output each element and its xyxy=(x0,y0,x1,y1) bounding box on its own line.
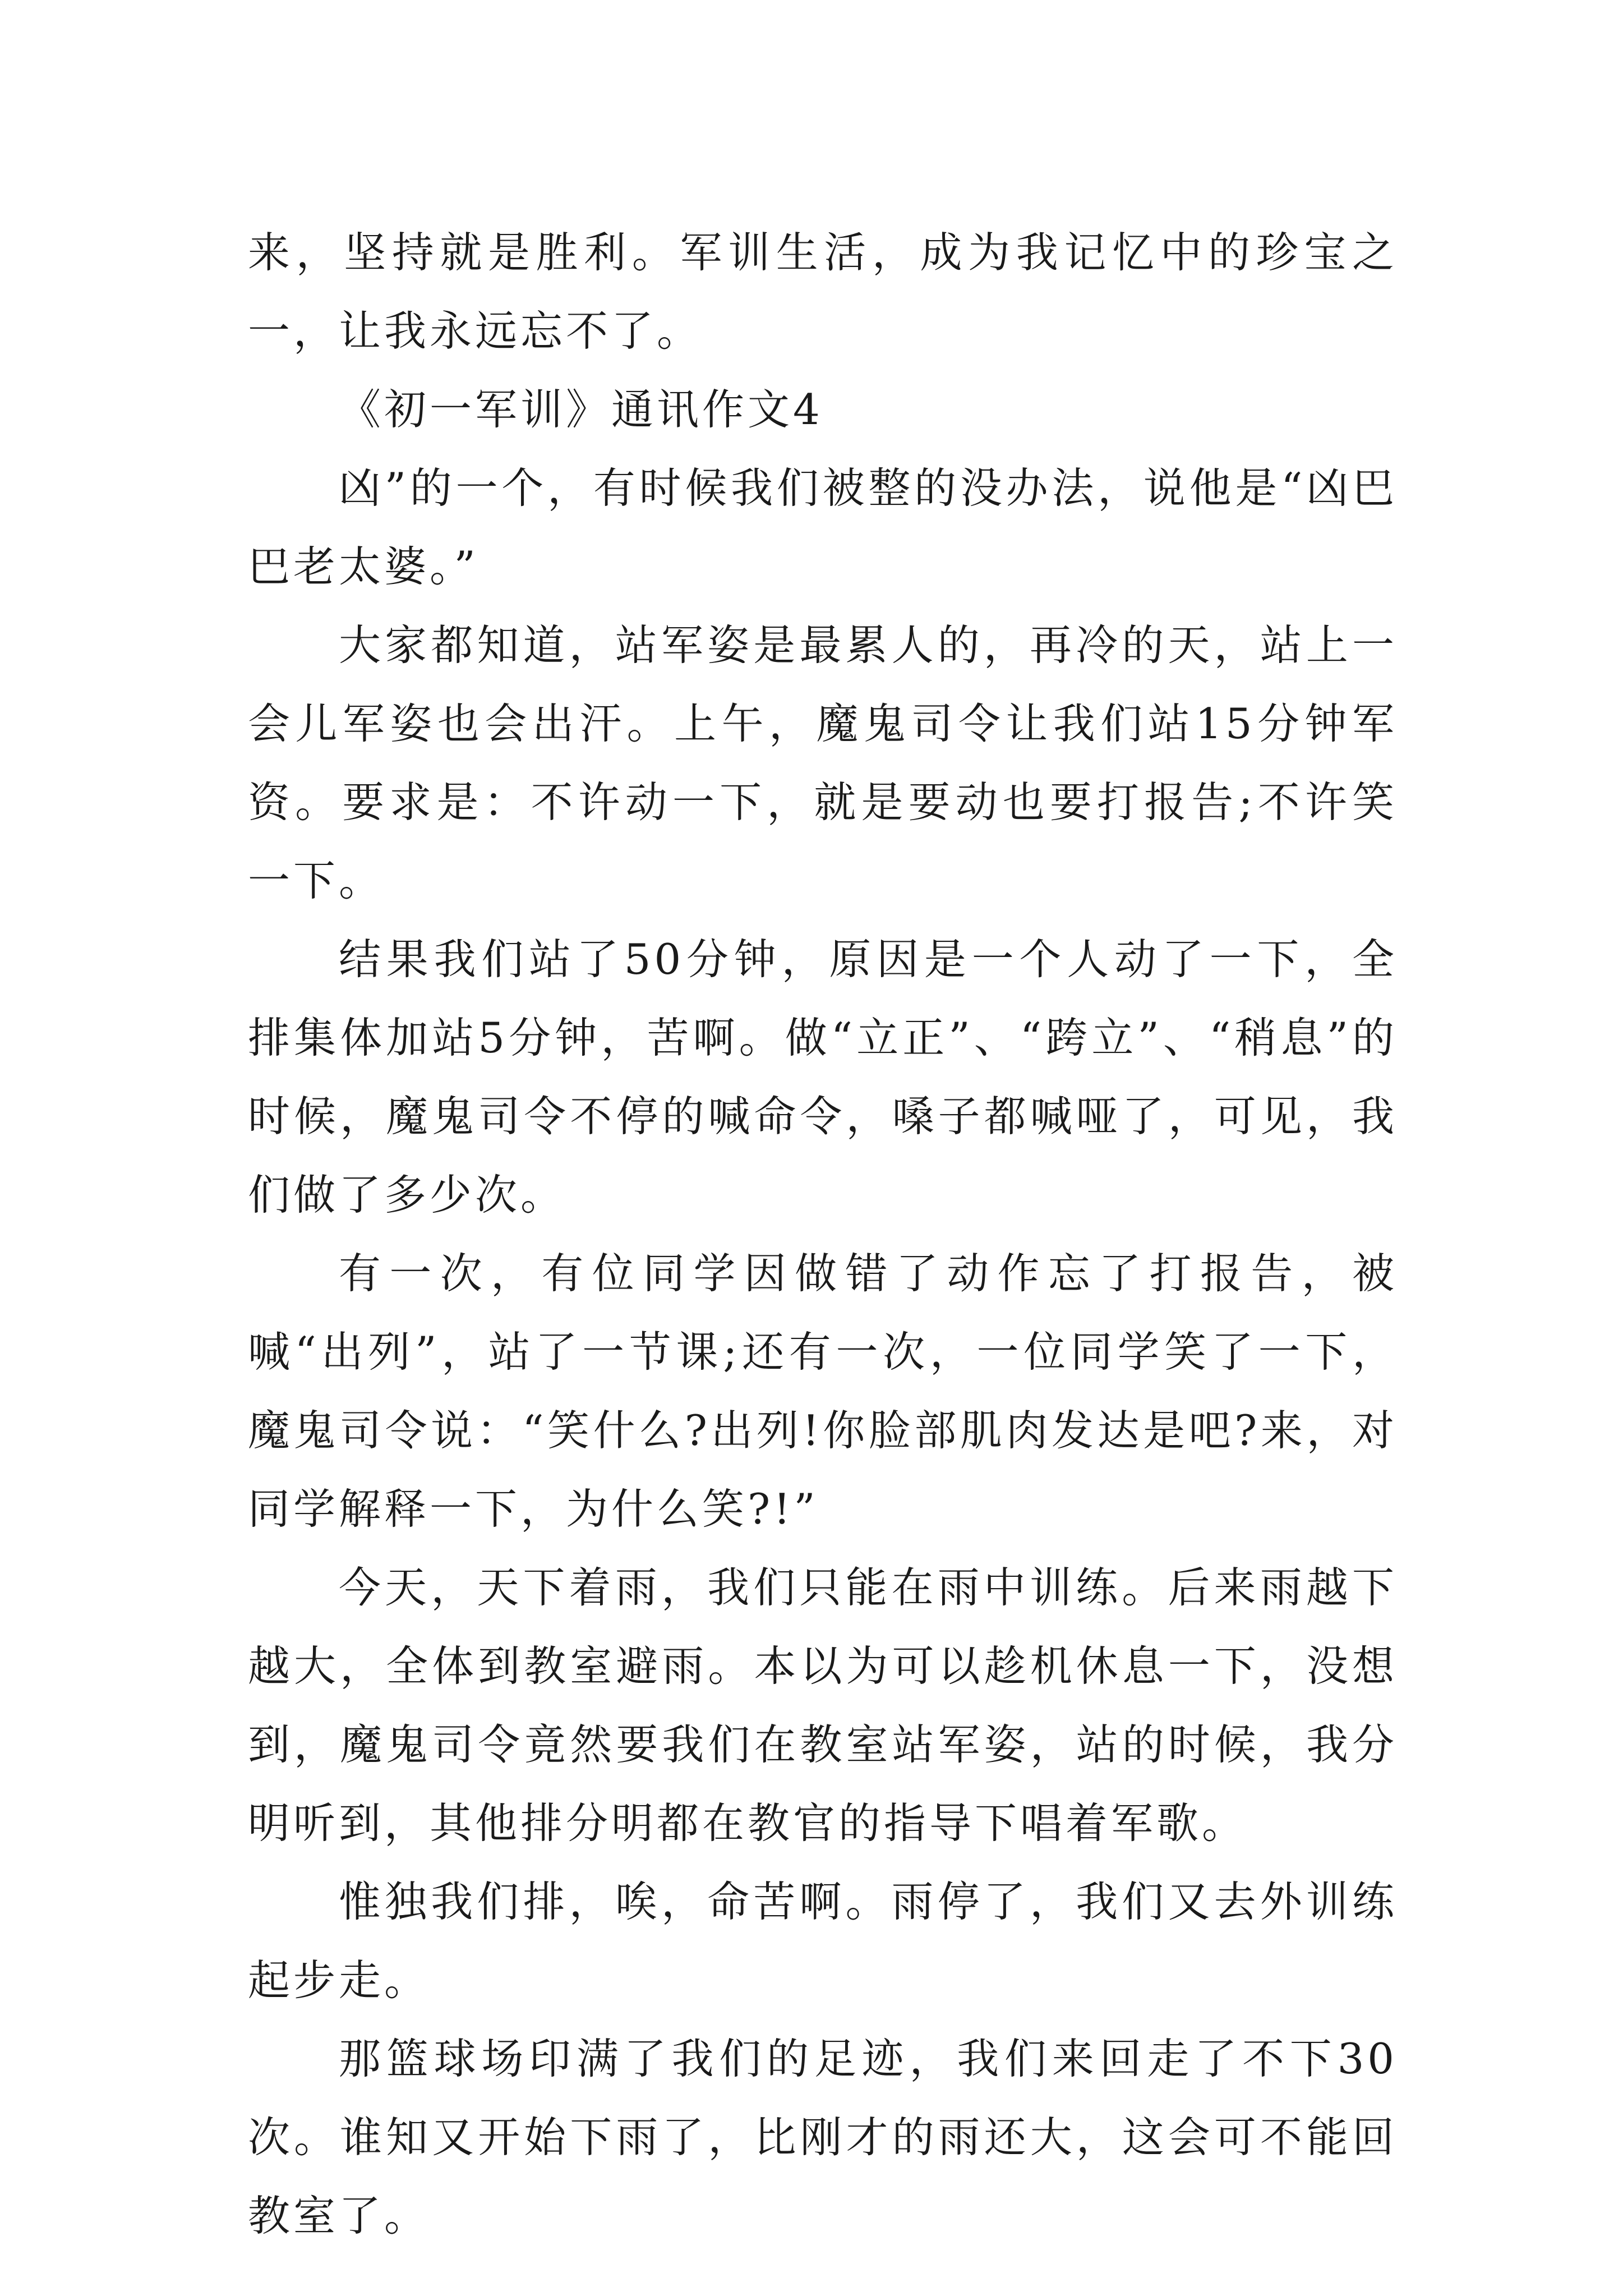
document-body xyxy=(248,213,1398,2255)
section-title: 《初一军训》通讯作文4 xyxy=(339,385,823,434)
paragraph: 结果我们站了50分钟，原因是一个人动了一下，全排集体加站5分钟，苦啊。做“立正”、“跨立”、“稍息”的时候，魔鬼司令不停的喊命令，嗓子都喊哑了，可见，我们做了多少次。 xyxy=(248,935,1398,1220)
paragraph: 大家都知道，站军姿是最累人的，再冷的天，站上一会儿军姿也会出汗。上午，魔鬼司令让我们站15分钟军资。要求是：不许动一下，就是要动也要打报告;不许笑一下。 xyxy=(248,620,1398,905)
paragraph: 有一次，有位同学因做错了动作忘了打报告，被喊“出列”，站了一节课;还有一次，一位同学笑了一下，魔鬼司令说：“笑什么?出列!你脸部肌肉发达是吧?来，对同学解释一下，为什么笑?!” xyxy=(248,1249,1398,1534)
paragraph: 那篮球场印满了我们的足迹，我们来回走了不下30次。谁知又开始下雨了，比刚才的雨还大，这会可不能回教室了。 xyxy=(248,2034,1398,2240)
paragraph: 今天，天下着雨，我们只能在雨中训练。后来雨越下越大，全体到教室避雨。本以为可以趁机休息一下，没想到，魔鬼司令竟然要我们在教室站军姿，站的时候，我分明听到，其他排分明都在教官的指导下唱着军歌。 xyxy=(248,1563,1398,1848)
paragraph: 凶”的一个，有时候我们被整的没办法，说他是“凶巴巴老太婆。” xyxy=(248,463,1398,591)
paragraph-continuation: 来，坚持就是胜利。军训生活，成为我记忆中的珍宝之一，让我永远忘不了。 xyxy=(248,228,1398,356)
paragraph: 惟独我们排，唉，命苦啊。雨停了，我们又去外训练起步走。 xyxy=(248,1877,1398,2005)
